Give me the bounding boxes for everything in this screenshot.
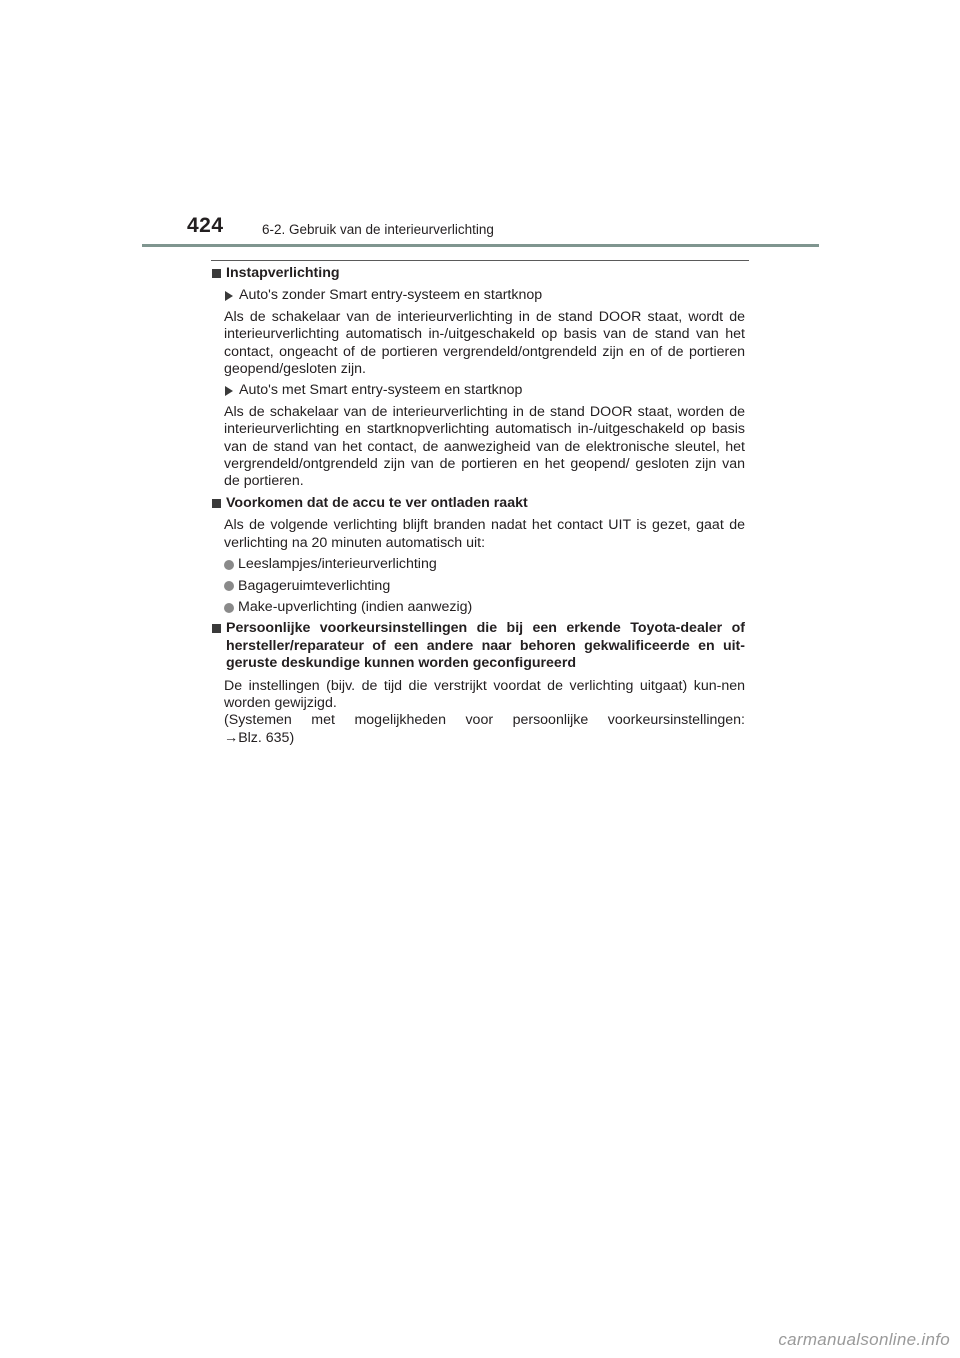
list-item-text: Leeslampjes/interieurverlichting (238, 556, 437, 573)
triangle-right-icon (225, 291, 233, 301)
list-item (211, 599, 745, 616)
circle-bullet-icon (224, 581, 234, 591)
circle-bullet-icon (224, 603, 234, 613)
note-line: (Systemen met mogelijkheden voor persoonlijke voorkeursinstellingen: (224, 712, 745, 729)
page-content (211, 265, 745, 747)
list-item-text: Bagageruimteverlichting (238, 577, 391, 594)
paragraph: Als de schakelaar van de interieurverlichting in de stand DOOR staat, wordt de interieurverlichting automatisch in-/uitgeschakeld op basis van de stand van het contact, ongeacht of de portieren vergrendeld/ontgrendeld zijn en of de portieren geopend/gesloten zijn. (224, 308, 745, 378)
subheading-without-smart-entry (211, 287, 745, 304)
watermark: carmanualsonline.info (778, 1330, 950, 1349)
section-title: 6-2. Gebruik van de interieurverlichting (262, 222, 494, 237)
heading-instapverlichting (211, 265, 745, 282)
list-item (211, 578, 745, 595)
paragraph: Als de volgende verlichting blijft branden nadat het contact UIT is gezet, gaat de verlichting na 20 minuten automatisch uit: (224, 517, 745, 551)
list-item-text: Make-upverlichting (indien aanwezig) (238, 598, 473, 615)
paragraph-text: De instellingen (bijv. de tijd die verstrijkt voordat de verlichting uitgaat) kun-nen worden gewijzigd. (224, 677, 745, 711)
triangle-right-icon (225, 386, 233, 396)
square-bullet-icon (212, 624, 221, 633)
circle-bullet-icon (224, 560, 234, 570)
square-bullet-icon (212, 499, 221, 508)
heading-persoonlijke-instellingen (211, 620, 745, 672)
heading-text: Voorkomen dat de accu te ver ontladen raakt (226, 494, 528, 511)
paragraph: Als de schakelaar van de interieurverlichting in de stand DOOR staat, worden de interieurverlichting en startknopverlichting automatisch in-/uitgeschakeld op basis van de stand van het contact, de aanwezigheid van de elektronische sleutel, het vergrendeld/ontgrendeld zijn van de portieren en het geopend/ gesloten zijn van de portieren. (224, 403, 745, 490)
list-item (211, 556, 745, 573)
heading-text: Persoonlijke voorkeursinstellingen die bij een erkende Toyota-dealer of hersteller/reparateur of een andere naar behoren gekwalificeerde en uit-geruste deskundige kunnen worden geconfigureerd (226, 620, 745, 672)
heading-accu (211, 495, 745, 512)
paragraph (211, 678, 745, 713)
section-divider (211, 260, 749, 261)
square-bullet-icon (212, 269, 221, 278)
header-rule (142, 244, 819, 247)
page-number: 424 (187, 214, 224, 237)
subheading-text: Auto's zonder Smart entry-systeem en startknop (239, 287, 543, 304)
page-reference-link[interactable]: Blz. 635) (238, 729, 295, 746)
heading-text: Instapverlichting (226, 265, 340, 281)
arrow-icon: → (224, 729, 239, 746)
note (211, 712, 745, 747)
subheading-with-smart-entry (211, 382, 745, 399)
subheading-text: Auto's met Smart entry-systeem en startknop (239, 382, 523, 399)
